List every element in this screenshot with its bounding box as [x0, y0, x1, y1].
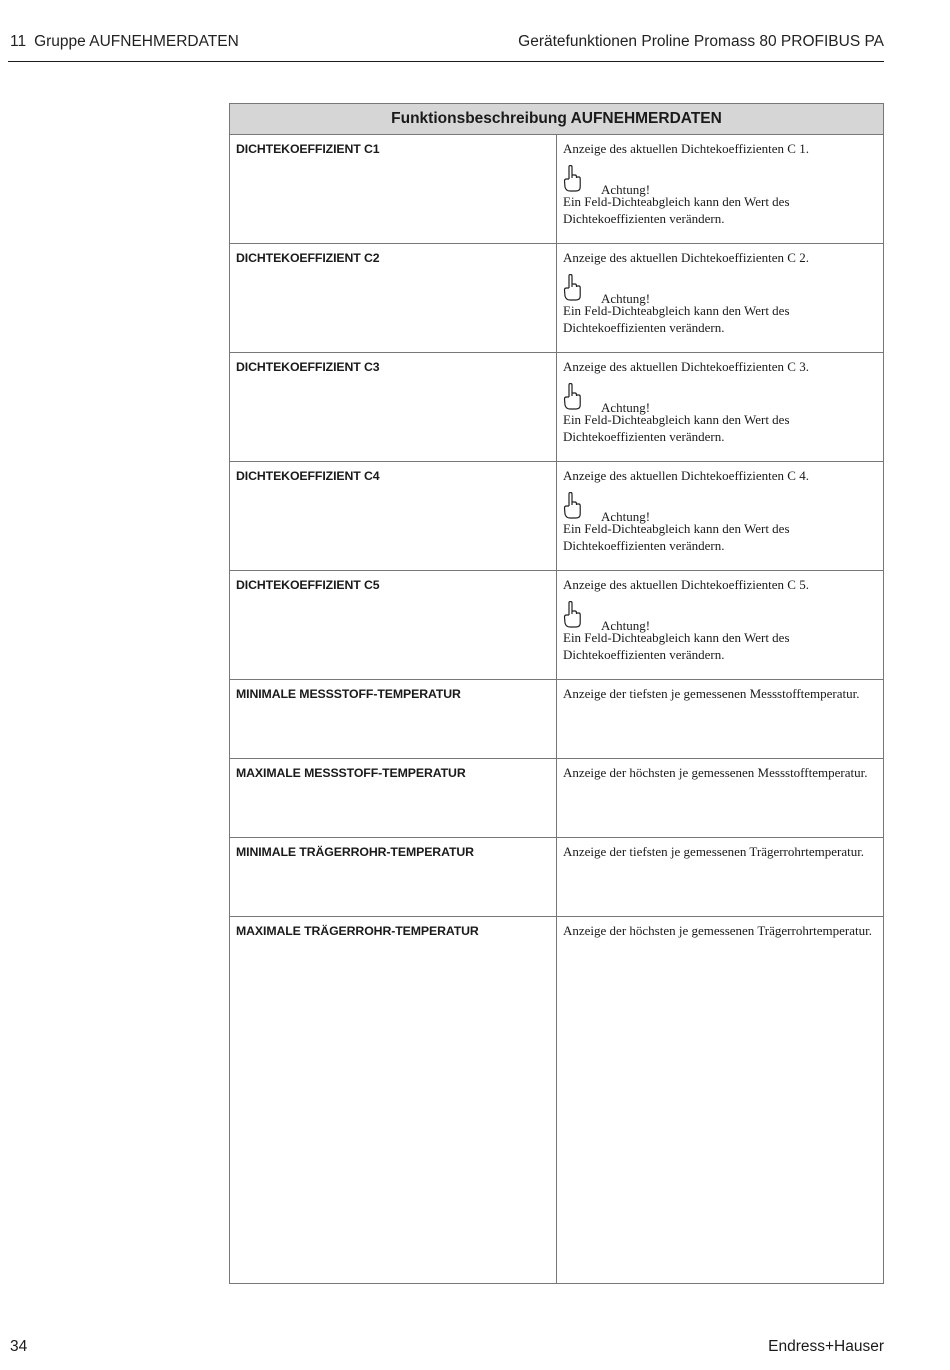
warning-note: [563, 165, 877, 227]
warning-title: Achtung!: [601, 291, 651, 306]
function-description: Anzeige der höchsten je gemessenen Messstofftemperatur.: [557, 759, 884, 838]
description-text: Anzeige des aktuellen Dichtekoeffizienten C 4.: [563, 468, 809, 483]
function-description: [557, 571, 884, 680]
warning-text: Ein Feld-Dichteabgleich kann den Wert des Dichtekoeffizienten verändern.: [563, 630, 790, 662]
warning-text: Ein Feld-Dichteabgleich kann den Wert des Dichtekoeffizienten verändern.: [563, 412, 790, 444]
table-row: [230, 353, 884, 462]
warning-text: Ein Feld-Dichteabgleich kann den Wert des Dichtekoeffizienten verändern.: [563, 521, 790, 553]
table-row: [230, 135, 884, 244]
table-row: [230, 917, 884, 1284]
pointing-hand-icon: [563, 601, 581, 629]
function-name: MAXIMALE MESSSTOFF-TEMPERATUR: [230, 759, 557, 838]
chapter-title: Gruppe AUFNEHMERDATEN: [34, 33, 239, 50]
function-description: [557, 353, 884, 462]
function-name: MINIMALE TRÄGERROHR-TEMPERATUR: [230, 838, 557, 917]
function-description: [557, 462, 884, 571]
warning-note: [563, 274, 877, 336]
page-header: [8, 33, 884, 62]
table-row: [230, 759, 884, 838]
table-row: [230, 244, 884, 353]
page-footer: [8, 1338, 884, 1360]
function-description: [557, 244, 884, 353]
function-name: MAXIMALE TRÄGERROHR-TEMPERATUR: [230, 917, 557, 1284]
function-description-table: [229, 103, 884, 1284]
chapter-number: 11: [10, 33, 27, 50]
table-row: [230, 462, 884, 571]
description-text: Anzeige des aktuellen Dichtekoeffizienten C 1.: [563, 141, 809, 156]
table-row: [230, 571, 884, 680]
chapter-heading: [10, 33, 239, 51]
function-description: Anzeige der tiefsten je gemessenen Messstofftemperatur.: [557, 680, 884, 759]
brand-name: Endress+Hauser: [768, 1338, 884, 1355]
page-number: 34: [10, 1338, 28, 1355]
function-name: MINIMALE MESSSTOFF-TEMPERATUR: [230, 680, 557, 759]
document-title: Gerätefunktionen Proline Promass 80 PROFIBUS PA: [518, 33, 884, 50]
pointing-hand-icon: [563, 383, 581, 411]
warning-note: [563, 383, 877, 445]
function-description: Anzeige der höchsten je gemessenen Trägerrohrtemperatur.: [557, 917, 884, 1284]
pointing-hand-icon: [563, 274, 581, 302]
warning-title: Achtung!: [601, 400, 651, 415]
table-row: [230, 838, 884, 917]
description-text: Anzeige des aktuellen Dichtekoeffizienten C 5.: [563, 577, 809, 592]
function-description: [557, 135, 884, 244]
warning-title: Achtung!: [601, 509, 651, 524]
warning-title: Achtung!: [601, 182, 651, 197]
function-name: DICHTEKOEFFIZIENT C2: [230, 244, 557, 353]
description-text: Anzeige des aktuellen Dichtekoeffizienten C 3.: [563, 359, 809, 374]
function-name: DICHTEKOEFFIZIENT C5: [230, 571, 557, 680]
table-row: [230, 680, 884, 759]
table-title: Funktionsbeschreibung AUFNEHMERDATEN: [230, 104, 884, 135]
description-text: Anzeige des aktuellen Dichtekoeffizienten C 2.: [563, 250, 809, 265]
function-description: Anzeige der tiefsten je gemessenen Trägerrohrtemperatur.: [557, 838, 884, 917]
function-name: DICHTEKOEFFIZIENT C4: [230, 462, 557, 571]
warning-note: [563, 601, 877, 663]
pointing-hand-icon: [563, 492, 581, 520]
pointing-hand-icon: [563, 165, 581, 193]
function-name: DICHTEKOEFFIZIENT C1: [230, 135, 557, 244]
warning-note: [563, 492, 877, 554]
warning-title: Achtung!: [601, 618, 651, 633]
warning-text: Ein Feld-Dichteabgleich kann den Wert des Dichtekoeffizienten verändern.: [563, 303, 790, 335]
function-name: DICHTEKOEFFIZIENT C3: [230, 353, 557, 462]
warning-text: Ein Feld-Dichteabgleich kann den Wert des Dichtekoeffizienten verändern.: [563, 194, 790, 226]
